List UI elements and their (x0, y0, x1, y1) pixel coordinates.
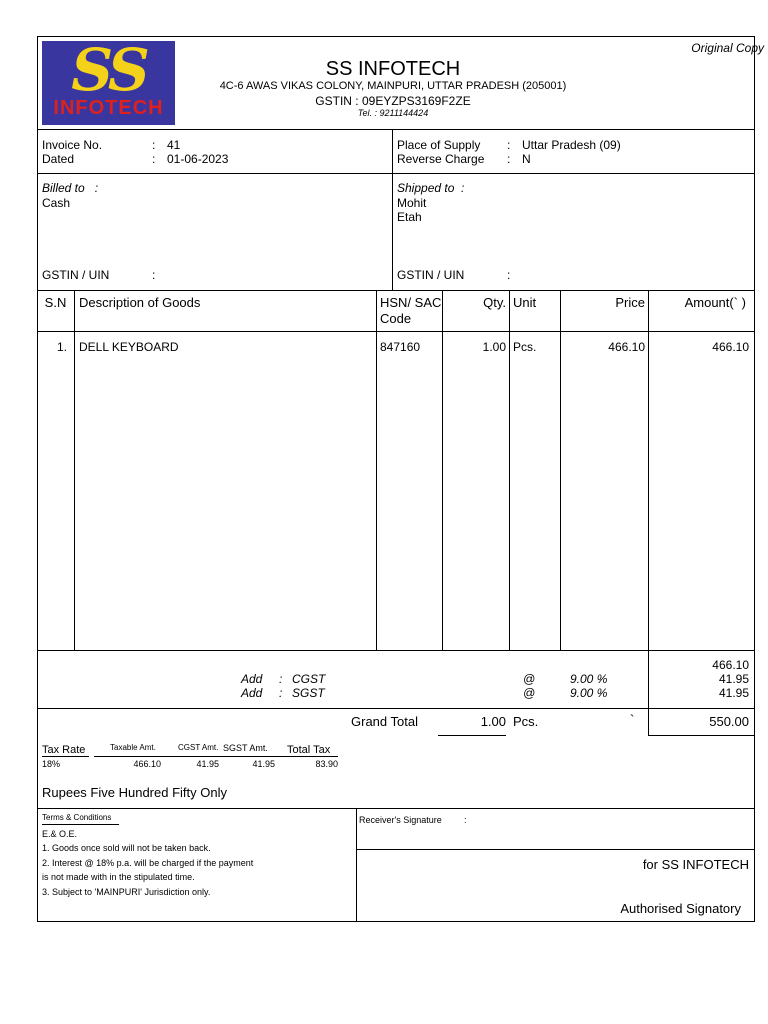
header-amount: Amount(` ) (684, 295, 746, 310)
cgst-label: CGST (292, 672, 326, 686)
billed-gstin-label: GSTIN / UIN (42, 268, 110, 282)
company-tel: Tel. : 9211144424 (357, 108, 429, 118)
terms-line: E.& O.E. (42, 829, 78, 839)
subtotal: 466.10 (712, 658, 749, 672)
column-divider (376, 290, 377, 651)
colon: : (152, 138, 156, 152)
cgst-amount: 41.95 (718, 672, 749, 686)
total-tax-value: 83.90 (315, 759, 338, 769)
summary-underline (42, 756, 89, 757)
header-hsn-code: Code (380, 311, 412, 326)
header-sn: S.N (44, 295, 67, 310)
receiver-signature-label: Receiver's Signature (359, 815, 442, 825)
terms-line: is not made with in the stipulated time. (42, 872, 195, 882)
qty-underline (438, 735, 506, 736)
amount-in-words: Rupees Five Hundred Fifty Only (42, 785, 227, 800)
sgst-amt-header: SGST Amt. (223, 743, 268, 753)
item-description: DELL KEYBOARD (79, 340, 179, 354)
logo-word: INFOTECH (53, 97, 164, 119)
taxable-amt-value: 466.10 (133, 759, 161, 769)
tax-rate-value: 18% (42, 759, 61, 769)
sgst-at: @ (523, 686, 536, 700)
divider (37, 650, 755, 651)
tax-rate-header: Tax Rate (42, 744, 86, 756)
item-hsn: 847160 (380, 340, 421, 354)
colon: : (507, 152, 511, 166)
colon: : (507, 138, 511, 152)
invoice-no: 41 (167, 138, 181, 152)
reverse-charge: N (522, 152, 531, 166)
header-hsn: HSN/ SAC (380, 295, 442, 310)
invoice-date: 01-06-2023 (167, 152, 229, 166)
company-name: SS INFOTECH (325, 58, 461, 80)
sgst-amt-value: 41.95 (252, 759, 275, 769)
place-of-supply-label: Place of Supply (397, 138, 481, 152)
amount-underline (648, 735, 755, 736)
logo-letters: SS (71, 41, 146, 104)
divider (356, 808, 357, 922)
divider (37, 173, 755, 174)
cgst-add: Add (241, 672, 263, 686)
divider (37, 331, 755, 332)
shipped-to-label: Shipped to : (397, 181, 465, 195)
authorised-signatory: Authorised Signatory (620, 901, 741, 916)
sgst-add: Add (241, 686, 263, 700)
billed-to-label: Billed to : (42, 181, 99, 195)
divider (392, 129, 393, 290)
column-divider (509, 290, 510, 651)
taxable-amt-header: Taxable Amt. (110, 743, 156, 752)
cgst-at: @ (523, 672, 536, 686)
grand-total-qty: 1.00 (480, 714, 506, 729)
sgst-rate: 9.00 % (570, 686, 608, 700)
receiver-signature-colon: : (464, 815, 467, 825)
colon: : (152, 152, 156, 166)
total-tax-header: Total Tax (287, 744, 331, 756)
header-price: Price (615, 295, 645, 310)
company-address: 4C-6 AWAS VIKAS COLONY, MAINPURI, UTTAR PRADESH (205001) (219, 80, 567, 92)
sgst-label: SGST (292, 686, 325, 700)
summary-underline (94, 756, 338, 757)
company-gstin: GSTIN : 09EYZPS3169F2ZE (315, 94, 471, 108)
item-qty: 1.00 (482, 340, 506, 354)
dated-label: Dated (42, 152, 75, 166)
billed-to-name: Cash (42, 196, 71, 210)
item-amount: 466.10 (712, 340, 749, 354)
invoice-no-label: Invoice No. (42, 138, 103, 152)
divider (37, 808, 755, 809)
colon: : (152, 268, 156, 282)
cgst-sep: : (279, 672, 283, 686)
header-qty: Qty. (483, 295, 506, 310)
colon: : (507, 268, 511, 282)
shipped-to-name: Mohit (397, 196, 427, 210)
divider (37, 129, 755, 130)
cgst-amt-header: CGST Amt. (178, 743, 219, 752)
place-of-supply: Uttar Pradesh (09) (522, 138, 621, 152)
grand-total-amount: 550.00 (709, 714, 749, 729)
terms-line: 3. Subject to 'MAINPURI' Jurisdiction only. (42, 887, 211, 897)
item-unit: Pcs. (513, 340, 537, 354)
grand-total-unit: Pcs. (513, 714, 539, 729)
cgst-amt-value: 41.95 (196, 759, 219, 769)
column-divider (74, 290, 75, 651)
grand-total-label: Grand Total (351, 714, 418, 729)
sgst-amount: 41.95 (718, 686, 749, 700)
for-company: for SS INFOTECH (642, 857, 749, 872)
item-sn: 1. (56, 340, 67, 354)
terms-title-underline (42, 824, 119, 825)
terms-title: Terms & Conditions (42, 813, 112, 822)
terms-line: 1. Goods once sold will not be taken back. (42, 843, 211, 853)
terms-line: 2. Interest @ 18% p.a. will be charged if the payment (42, 858, 254, 868)
sgst-sep: : (279, 686, 283, 700)
shipped-gstin-label: GSTIN / UIN (397, 268, 465, 282)
item-price: 466.10 (608, 340, 645, 354)
currency-mark: ` (630, 712, 635, 727)
divider (356, 849, 755, 850)
header-unit: Unit (513, 295, 537, 310)
cgst-rate: 9.00 % (570, 672, 608, 686)
header-description: Description of Goods (79, 295, 201, 310)
company-logo (42, 41, 175, 125)
shipped-to-city: Etah (397, 210, 422, 224)
reverse-charge-label: Reverse Charge (397, 152, 485, 166)
divider (37, 708, 755, 709)
copy-label: Original Copy (691, 41, 764, 55)
